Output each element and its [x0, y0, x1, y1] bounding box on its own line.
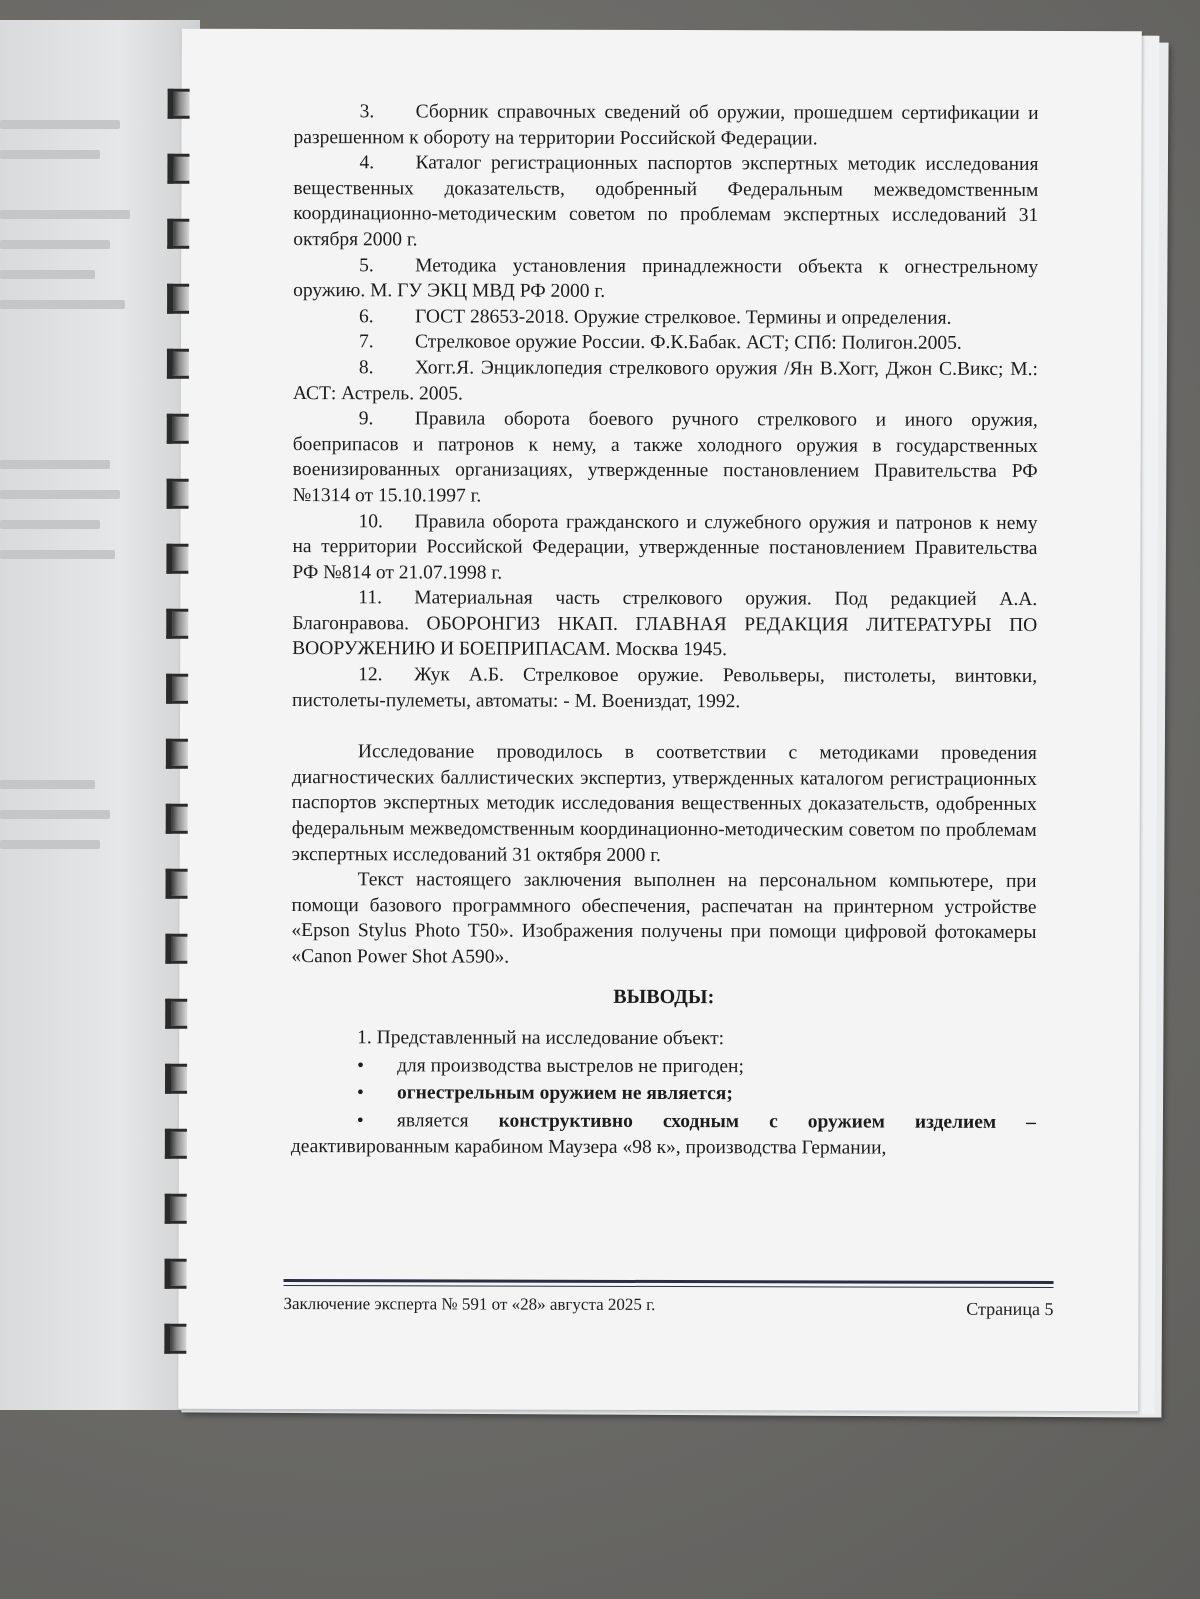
ghost-text-line — [0, 300, 125, 309]
ghost-text-line — [0, 210, 130, 219]
binding-ring — [166, 609, 188, 639]
ghost-text-line — [0, 550, 115, 559]
binding-ring — [168, 89, 190, 119]
binding-ring — [167, 479, 189, 509]
binding-ring — [165, 1064, 187, 1094]
reference-item — [292, 585, 1037, 664]
binding-ring — [165, 999, 187, 1029]
binding-ring — [167, 219, 189, 249]
reference-text: Материальная часть стрелкового оружия. Под редакцией А.А. Благонравова. ОБОРОНГИЗ НКАП. ГЛАВНАЯ РЕДАКЦИЯ ЛИТЕРАТУРЫ ПО ВООРУЖЕНИЮ И БОЕПРИПАСАМ. Москва 1945. — [292, 587, 1038, 661]
reference-text: Стрелковое оружие России. Ф.К.Бабак. АСТ; СПб: Полигон.2005. — [414, 331, 962, 355]
ghost-text-line — [0, 780, 95, 789]
reference-text: Правила оборота гражданского и служебного оружия и патронов к нему на территории Российской Федерации, утвержденные постановлением Правительства РФ №814 от 21.07.1998 г. — [292, 510, 1038, 584]
reference-number: 5. — [359, 254, 374, 276]
reference-item — [293, 304, 1038, 332]
binding-ring — [167, 349, 189, 379]
reference-number: 6. — [359, 305, 374, 327]
bullet-dot-icon: • — [357, 1054, 364, 1077]
reference-number: 10. — [358, 510, 383, 532]
document-page — [178, 29, 1142, 1412]
reference-text: Правила оборота боевого ручного стрелкового и иного оружия, боеприпасов и патронов к нему, а также холодного оружия в государственных военизированных организациях, утвержденные постановлением Правительства РФ №1314 от 15.10.1997 г. — [292, 408, 1038, 507]
reference-text: ГОСТ 28653-2018. Оружие стрелковое. Термины и определения. — [415, 306, 952, 329]
spacer — [292, 713, 1037, 741]
conclusion-bullet — [291, 1108, 1036, 1161]
bullet-text-bold: конструктивно сходным с оружием изделием – — [498, 1110, 1036, 1133]
reference-item — [293, 253, 1038, 306]
conclusion-item-intro: 1. Представленный на исследование объект: — [357, 1027, 725, 1050]
ghost-text-line — [0, 490, 120, 499]
ghost-text-line — [0, 120, 120, 129]
binding-ring — [167, 154, 189, 184]
binding-ring — [166, 674, 188, 704]
binding-ring — [166, 869, 188, 899]
reference-number: 7. — [358, 331, 374, 353]
reference-item — [293, 150, 1038, 254]
binding-ring — [164, 1324, 186, 1354]
footer-divider — [284, 1279, 1054, 1288]
ghost-text-line — [0, 810, 110, 819]
ghost-text-line — [0, 270, 95, 279]
reference-number: 8. — [358, 357, 374, 379]
bullet-dot-icon: • — [356, 1110, 364, 1132]
binding-ring — [166, 544, 188, 574]
reference-text: Жук А.Б. Стрелковое оружие. Револьверы, пистолеты, винтовки, пистолеты-пулеметы, автоматы: - М. Воениздат, 1992. — [292, 664, 1038, 712]
conclusions-heading: ВЫВОДЫ: — [613, 985, 715, 1008]
bullet-text: деактивированным карабином Маузера «98 к», производства Германии, — [290, 1135, 887, 1159]
reference-number: 12. — [358, 664, 383, 686]
ghost-text-line — [0, 240, 110, 249]
reference-item — [293, 355, 1038, 408]
binding-ring — [167, 284, 189, 314]
binding-ring — [165, 1194, 187, 1224]
reference-number: 3. — [359, 101, 375, 123]
reference-item — [292, 509, 1037, 588]
conclusion-bullet — [357, 1081, 1036, 1108]
method-paragraph: Исследование проводилось в соответствии с методиками проведения диагностических баллистических экспертиз, утвержденных каталогом регистрационных паспортов экспертных методик исследования вещественных доказательств, одобренных федеральным межведомственным координационно-методическим советом по проблемам экспертных исследований 31 октября 2000 г. — [291, 741, 1037, 866]
bullet-dot-icon: • — [356, 1082, 364, 1104]
reference-item — [292, 662, 1037, 715]
ghost-text-line — [0, 520, 100, 529]
ghost-text-line — [0, 150, 100, 159]
footer-document-title: Заключение эксперта № 591 от «28» августа 2025 г. — [283, 1294, 656, 1314]
references-list — [292, 99, 1039, 715]
spiral-binding — [164, 69, 193, 1399]
reference-item — [293, 329, 1038, 357]
bullet-text: для производства выстрелов не пригоден; — [397, 1055, 744, 1078]
binding-ring — [166, 804, 188, 834]
reference-text: Методика установления принадлежности объекта к огнестрельному оружию. М. ГУ ЭКЦ МВД РФ 2000 г. — [293, 254, 1039, 303]
binding-ring — [165, 934, 187, 964]
reference-number: 4. — [359, 152, 375, 174]
binding-ring — [165, 1259, 187, 1289]
page-number: Страница 5 — [966, 1298, 1054, 1320]
ghost-text-line — [0, 840, 100, 849]
reference-item — [293, 99, 1038, 152]
ghost-text-line — [0, 460, 110, 469]
reference-item — [293, 406, 1038, 510]
reference-text: Хогг.Я. Энциклопедия стрелкового оружия /Ян В.Хогг, Джон С.Викс; М.: АСТ: Астрель. 2005. — [292, 357, 1038, 405]
bullet-text-bold: огнестрельным оружием не является; — [396, 1082, 733, 1105]
tech-paragraph: Текст настоящего заключения выполнен на персональном компьютере, при помощи базового программного обеспечения, распечатан на принтерном устройстве «Epson Stylus Photo T50». Изображения получены при помощи цифровой фотокамеры «Canon Power Shot A590». — [291, 869, 1037, 968]
conclusion-bullet — [357, 1053, 1036, 1080]
binding-ring — [167, 414, 189, 444]
binding-ring — [166, 739, 188, 769]
binding-ring — [165, 1129, 187, 1159]
page-content — [291, 99, 1039, 1161]
reference-number: 11. — [358, 587, 383, 609]
bullet-text: является — [396, 1110, 499, 1132]
reference-number: 9. — [358, 408, 374, 430]
reference-text: Каталог регистрационных паспортов экспертных методик исследования вещественных доказательств, одобренный Федеральным межведомственным координационно-методическим советом по проблемам экспертных исследований 31 октября 2000 г. — [293, 152, 1039, 251]
reference-text: Сборник справочных сведений об оружии, прошедшем сертификации и разрешенном к обороту на территории Российской Федерации. — [293, 101, 1039, 150]
